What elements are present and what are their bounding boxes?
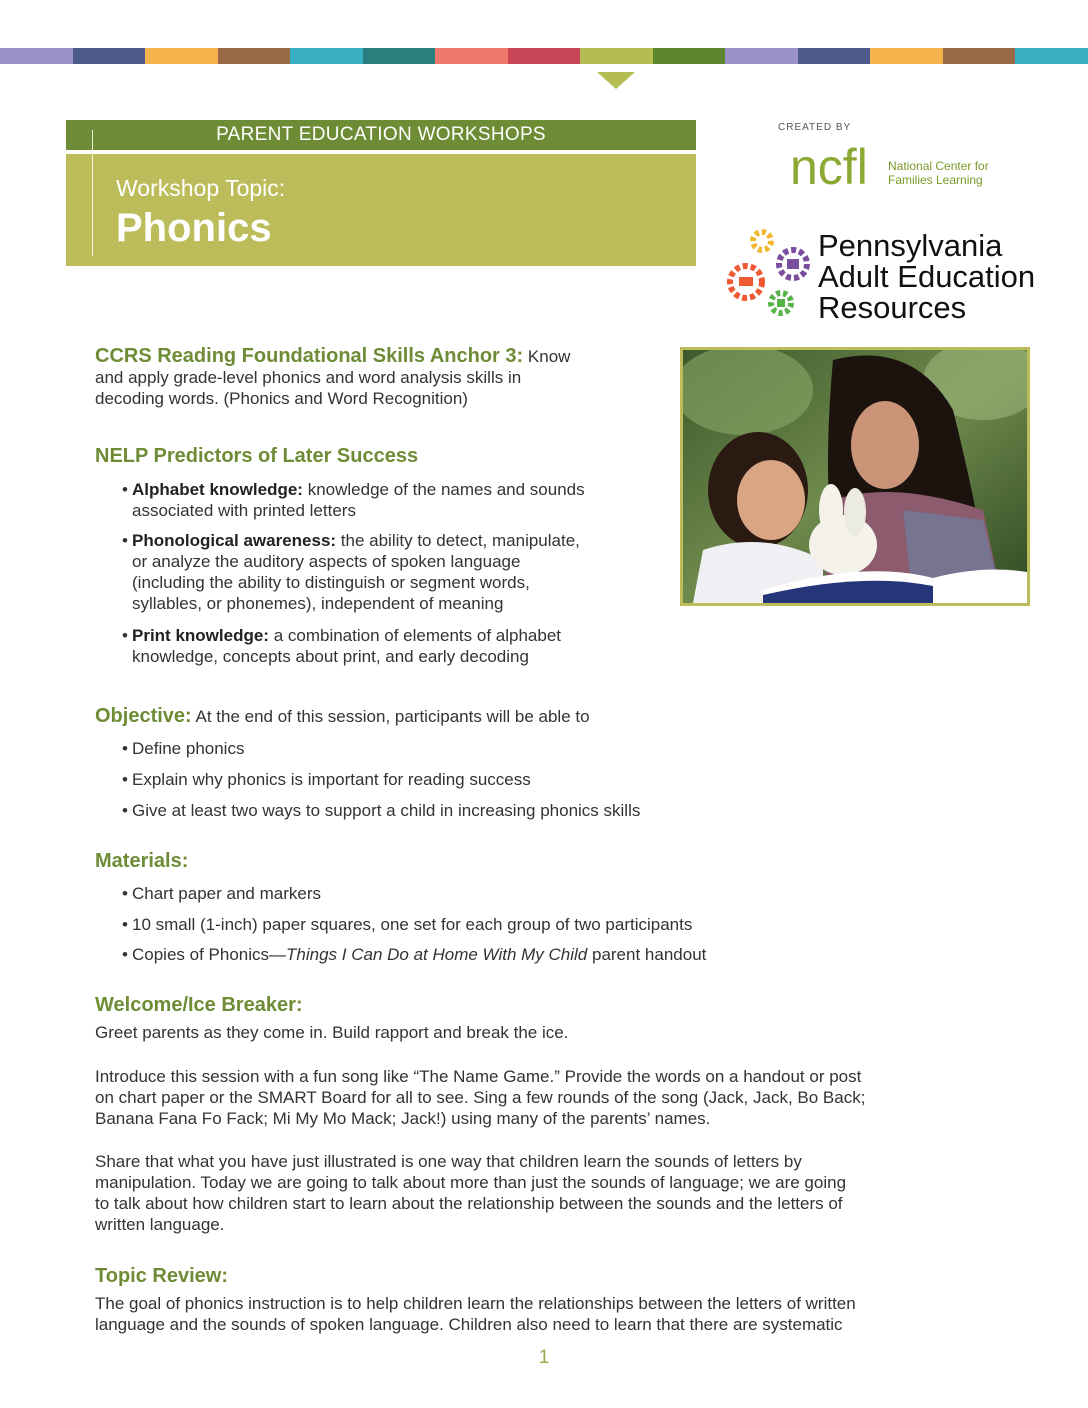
- objective-intro: [95, 706, 590, 727]
- nelp-item-text: or analyze the auditory aspects of spoken language: [132, 552, 521, 571]
- list-item: • Explain why phonics is important for reading success: [122, 770, 531, 789]
- parent-child-reading-photo: [680, 347, 1030, 606]
- color-strip-segment: [290, 48, 363, 64]
- color-strip-segment: [653, 48, 726, 64]
- paragraph-line: Share that what you have just illustrated is one way that children learn the sounds of letters by: [95, 1152, 802, 1171]
- color-strip-segment: [0, 48, 73, 64]
- list-item: • Copies of Phonics—Things I Can Do at Home With My Child parent handout: [122, 945, 707, 964]
- pa-adult-ed-logo-text: [818, 230, 1035, 323]
- color-strip-segment: [1015, 48, 1088, 64]
- pa-line2: Adult Education: [818, 259, 1036, 294]
- material-item: Chart paper and markers: [132, 884, 321, 903]
- paragraph-line: The goal of phonics instruction is to help children learn the relationships between the letters of written: [95, 1294, 856, 1313]
- color-strip-segment: [508, 48, 581, 64]
- ccrs-heading: CCRS Reading Foundational Skills Anchor 3:: [95, 345, 524, 367]
- ncfl-name-line2: Families Learning: [888, 173, 983, 187]
- paragraph-line: written language.: [95, 1215, 225, 1234]
- nelp-item-text: associated with printed letters: [132, 501, 356, 520]
- ncfl-name-line1: National Center for: [888, 159, 989, 173]
- paragraph-line: to talk about how children start to learn about the relationship between the sounds and the letters of: [95, 1194, 843, 1213]
- objective-heading: Objective:: [95, 705, 192, 727]
- color-strip-segment: [363, 48, 436, 64]
- nelp-item-text: the ability to detect, manipulate,: [340, 531, 580, 550]
- topic-label: Workshop Topic:: [116, 175, 286, 201]
- gears-logo-icon: [720, 224, 820, 324]
- page-title: Phonics: [116, 206, 272, 250]
- list-item: • 10 small (1-inch) paper squares, one set for each group of two participants: [122, 915, 693, 934]
- nelp-item-text: a combination of elements of alphabet: [273, 626, 562, 645]
- nelp-item-text: knowledge, concepts about print, and early decoding: [132, 647, 529, 666]
- objective-item: Give at least two ways to support a child in increasing phonics skills: [132, 801, 641, 820]
- paragraph-line: on chart paper or the SMART Board for all to see. Sing a few rounds of the song (Jack, Jack, Bo Back;: [95, 1088, 866, 1107]
- handout-title: Things I Can Do at Home With My Child: [286, 945, 588, 964]
- page-number: 1: [538, 1347, 550, 1368]
- list-item: • Define phonics: [122, 739, 245, 758]
- list-item: • Chart paper and markers: [122, 884, 321, 903]
- pa-line3: Resources: [818, 290, 967, 325]
- nelp-item-text: (including the ability to distinguish or segment words,: [132, 573, 530, 592]
- topic-review-paragraph: [95, 1293, 1015, 1335]
- color-strip-segment: [73, 48, 146, 64]
- welcome-paragraph: [95, 1066, 995, 1129]
- paragraph-line: manipulation. Today we are going to talk about more than just the sounds of language; we are going: [95, 1173, 847, 1192]
- banner-divider: [92, 130, 93, 256]
- ccrs-text-line3: decoding words. (Phonics and Word Recognition): [95, 389, 468, 408]
- down-arrow-icon: [597, 72, 635, 89]
- welcome-heading: Welcome/Ice Breaker:: [95, 994, 303, 1016]
- color-strip-segment: [725, 48, 798, 64]
- created-by-label: CREATED BY: [778, 122, 852, 133]
- ccrs-standard: [95, 346, 655, 409]
- objective-item: Explain why phonics is important for reading success: [132, 770, 531, 789]
- paragraph-line: Banana Fana Fo Fack; Mi My Mo Mack; Jack!) using many of the parents’ names.: [95, 1109, 711, 1128]
- welcome-paragraph: [95, 1151, 995, 1235]
- list-item: • Give at least two ways to support a child in increasing phonics skills: [122, 801, 641, 820]
- material-item: Copies of Phonics—: [132, 945, 287, 964]
- list-item: • Print knowledge: a combination of elements of alphabet knowledge, concepts about print, and early decoding: [132, 625, 662, 667]
- material-item: 10 small (1-inch) paper squares, one set for each group of two participants: [132, 915, 693, 934]
- nelp-item-lead: Alphabet knowledge:: [132, 480, 303, 499]
- materials-heading: Materials:: [95, 850, 189, 872]
- objective-item: Define phonics: [132, 739, 245, 758]
- color-strip-segment: [943, 48, 1016, 64]
- welcome-paragraph: Greet parents as they come in. Build rapport and break the ice.: [95, 1023, 569, 1042]
- paragraph-line: Introduce this session with a fun song like “The Name Game.” Provide the words on a handout or post: [95, 1067, 862, 1086]
- ncfl-name: [888, 159, 989, 187]
- series-banner: PARENT EDUCATION WORKSHOPS: [66, 120, 696, 150]
- list-item: • Phonological awareness: the ability to detect, manipulate, or analyze the auditory aspects of spoken language (including the ability to distinguish or segment words, syllables, or phonemes), independent of meaning: [132, 530, 662, 614]
- color-strip-segment: [580, 48, 653, 64]
- color-strip-segment: [798, 48, 871, 64]
- ncfl-wordmark: ncfl: [790, 139, 868, 195]
- nelp-item-lead: Print knowledge:: [132, 626, 269, 645]
- objective-intro-text: At the end of this session, participants will be able to: [195, 707, 590, 726]
- color-strip-segment: [870, 48, 943, 64]
- color-strip-segment: [145, 48, 218, 64]
- topic-review-heading: Topic Review:: [95, 1265, 228, 1287]
- list-item: • Alphabet knowledge: knowledge of the names and sounds associated with printed letters: [132, 479, 662, 521]
- pa-line1: Pennsylvania: [818, 228, 1003, 263]
- nelp-item-text: knowledge of the names and sounds: [307, 480, 585, 499]
- nelp-heading: NELP Predictors of Later Success: [95, 445, 419, 467]
- nelp-item-lead: Phonological awareness:: [132, 531, 337, 550]
- color-strip-segment: [435, 48, 508, 64]
- ccrs-text-line1: Know: [527, 347, 571, 366]
- paragraph-line: language and the sounds of spoken language. Children also need to learn that there are systematic: [95, 1315, 843, 1334]
- decorative-color-strip: [0, 48, 1088, 64]
- color-strip-segment: [218, 48, 291, 64]
- nelp-item-text: syllables, or phonemes), independent of meaning: [132, 594, 504, 613]
- material-item-suffix: parent handout: [587, 945, 707, 964]
- ccrs-text-line2: and apply grade-level phonics and word analysis skills in: [95, 368, 522, 387]
